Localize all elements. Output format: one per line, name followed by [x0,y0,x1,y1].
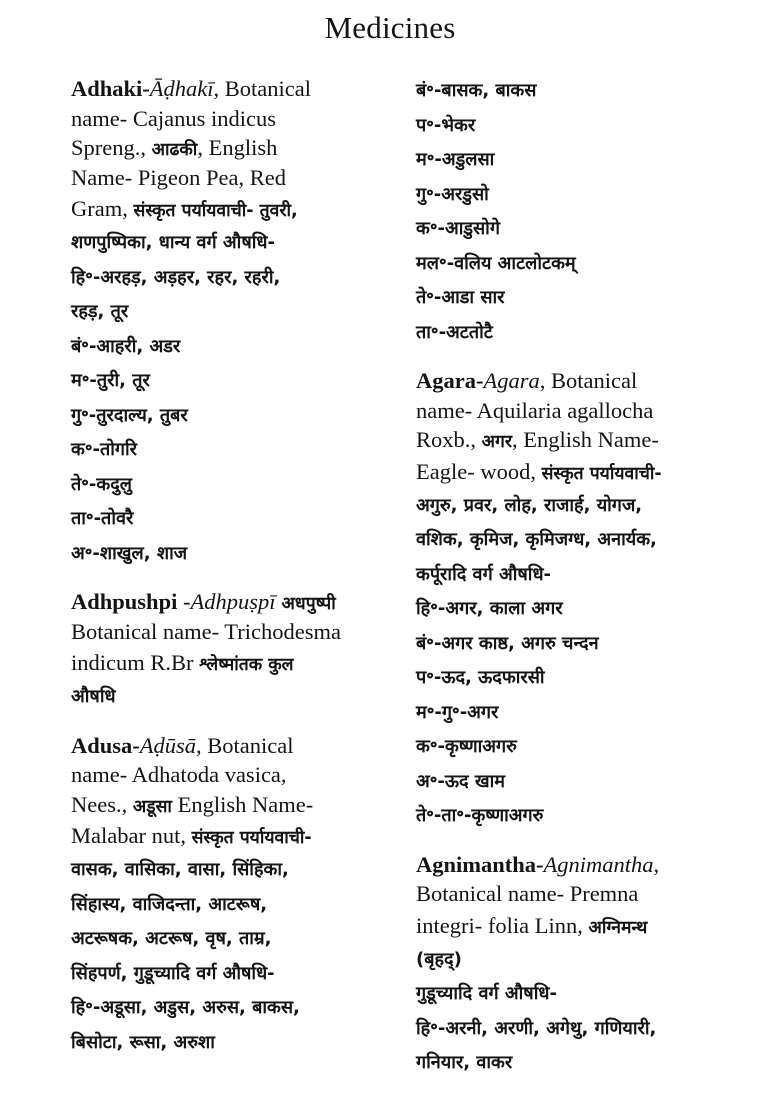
entry-heading: Agnimantha-Agnimantha, [416,851,660,877]
regional-name-line: प॰-भेकर [416,114,476,136]
regional-name-line: क॰-आडुसोगे [416,218,500,239]
transliteration: Agnimantha [543,851,654,877]
entry-line: name- Adhatoda vasica, [71,762,287,787]
headword: Adhpushpi [71,589,183,614]
entry-adusa [71,731,401,1061]
regional-name-line: अ॰-ऊद खाम [416,770,505,792]
entry-line: गुडूच्यादि वर्ग औषधि- [416,983,557,1004]
regional-name-line: प॰-ऊद, ऊदफारसी [416,667,545,688]
regional-name-line: हि॰-अरनी, अरणी, अगेथु, गणियारी, [416,1017,657,1039]
entry-adhpushpi [71,587,401,715]
entry-line: हि॰-अरहड़, अड़हर, रहर, रहरी, [71,266,281,288]
regional-name-line: ते॰-कदुलु [71,473,132,495]
entry-agnimantha [416,850,766,1081]
entry-line: कर्पूरादि वर्ग औषधि- [416,563,551,585]
regional-name-line: ते॰-ता॰-कृष्णाअगरु [416,805,544,826]
entry-heading: Adusa-Aḍūsā, Botanical [71,732,294,758]
headword: Adusa- [71,732,140,758]
entry-line: सिंहपर्ण, गुडूच्यादि वर्ग औषधि- [71,962,275,984]
regional-name-line: ता॰-तोवरै [71,508,134,529]
entry-line: Botanical name- Trichodesma [71,618,341,644]
entry-line: Eagle- wood, संस्कृत पर्यायवाची- [416,458,662,484]
transliteration: Āḍhakī [149,76,214,101]
regional-name-line: क॰-तोगरि [71,439,138,460]
entry-line: Malabar nut, संस्कृत पर्यायवाची- [71,823,312,848]
regional-name-line: ता॰-अटतोटै [416,321,493,343]
transliteration: Aḍūsā, [139,732,202,758]
entry-line: integri- folia Linn, अग्निमन्थ [416,912,648,938]
regional-name-line: हि॰-अडूसा, अडुस, अरुस, बाकस, [71,997,300,1018]
entry-line: name- Aquilaria agallocha [416,397,654,423]
regional-name-line: अ॰-शाखुल, शाज [71,542,188,564]
entry-line: (बृहद्) [416,948,462,970]
entry-line: indicum R.Br श्लेष्मांतक कुल [71,650,294,675]
entry-spacer [71,571,401,587]
entry-heading: Adhpushpi -Adhpuṣpī अधपुष्पी [71,589,336,614]
headword: Adhaki- [71,76,150,101]
transliteration: -Adhpuṣpī [182,589,276,614]
entry-line: वशिक, कृमिज, कृमिजग्ध, अनार्यक, [416,529,657,550]
regional-name-line: म॰-अडुलसा [416,149,495,170]
regional-name-line: गु॰-अरडुसो [416,183,489,205]
transliteration: Agara [483,368,540,393]
entry-heading: Adhaki-Āḍhakī, Botanical [71,76,312,101]
regional-name-line: बं॰-बासक, बाकस [416,80,537,101]
entry-heading: Agara-Agara, Botanical [416,368,638,393]
entry-line: शणपुष्पिका, धान्य वर्ग औषधि- [71,232,275,253]
entry-line: अगुरु, प्रवर, लोह, राजार्ह, योगज, [416,494,643,516]
regional-name-line: बं॰-अगर काष्ठ, अगरु चन्दन [416,632,599,654]
entry-line: Spreng., आढकी, English [71,135,278,160]
entry-adusa-continued [416,74,766,350]
regional-name-line: क॰-कृष्णाअगरु [416,736,517,757]
regional-name-line: गनियार, वाकर [416,1052,513,1073]
regional-name-line: मल॰-वलिय आटलोटकम् [416,252,576,274]
headword: Agara- [416,368,484,393]
regional-name-line: ते॰-आडा सार [416,287,505,308]
entry-line: वासक, वासिका, वासा, सिंहिका, [71,859,289,880]
entry-spacer [416,350,766,366]
regional-name-line: म॰-गु॰-अगर [416,701,499,723]
left-column [71,74,401,1060]
entry-line: अटरूषक, अटरूष, वृष, ताम्र, [71,928,272,949]
entry-agara [416,366,766,834]
entry-line: रहड़, तूर [71,301,129,322]
page-title: Medicines [324,10,456,45]
entry-line: name- Cajanus indicus [71,105,276,131]
entry-line: सिंहास्य, वाजिदन्ता, आटरूष, [71,893,268,915]
regional-name-line: म॰-तुरी, तूर [71,370,150,391]
entry-line: Nees., अडूसा English Name- [71,791,314,817]
entry-line: औषधि [71,686,116,707]
regional-name-line: बिसोटा, रूसा, अरुशा [71,1031,215,1053]
right-column [416,74,766,1081]
entry-line: Gram, संस्कृत पर्यायवाची- तुवरी, [71,196,298,221]
entry-spacer [71,715,401,731]
entry-adhaki [71,74,401,571]
entry-line: Name- Pigeon Pea, Red [71,164,286,190]
regional-name-line: गु॰-तुरदाल्य, तुबर [71,404,188,426]
entry-line: Roxb., अगर, English Name- [416,427,659,452]
headword: Agnimantha- [416,851,544,877]
regional-name-line: बं॰-आहरी, अडर [71,335,181,357]
entry-line: Botanical name- Premna [416,881,639,906]
regional-name-line: हि॰-अगर, काला अगर [416,598,563,619]
entry-spacer [416,834,766,850]
